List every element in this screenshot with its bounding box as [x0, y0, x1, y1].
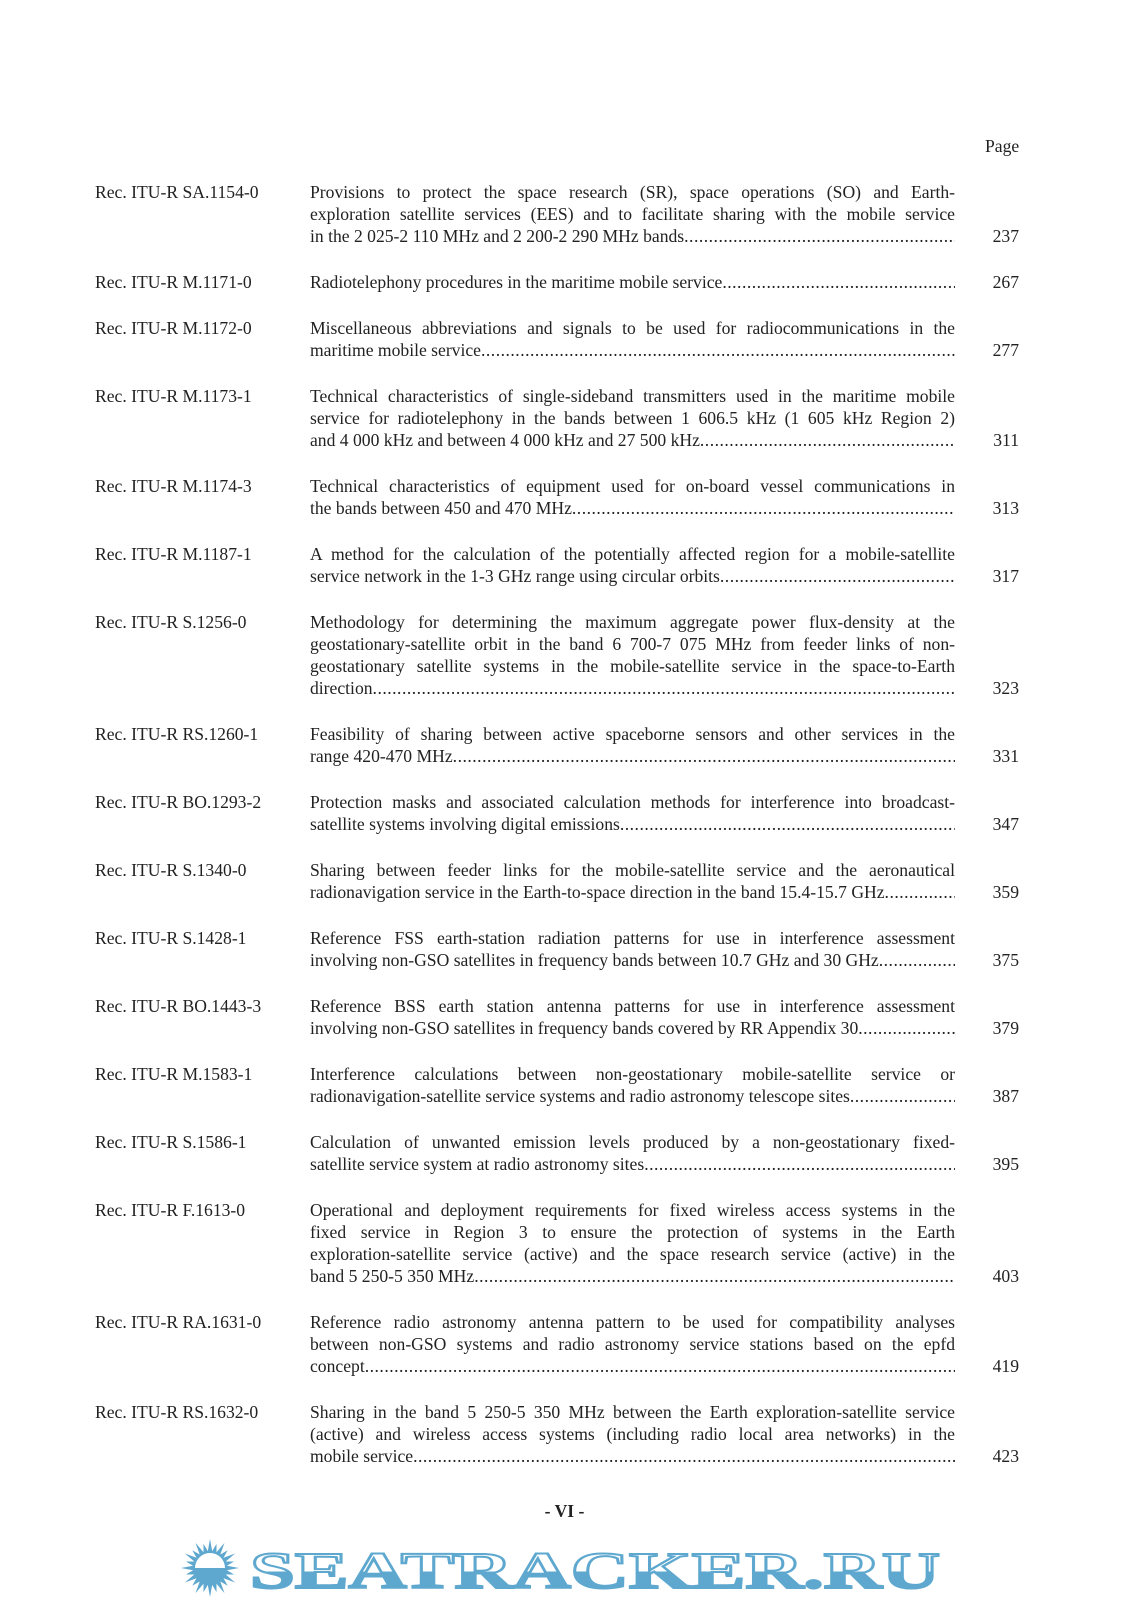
toc-entry — [95, 1199, 1019, 1287]
title-line: involving non-GSO satellites in frequency bands between 10.7 GHz and 30 GHz — [310, 950, 879, 970]
page-number-ref: 375 — [992, 950, 1019, 970]
toc-entry — [95, 543, 1019, 587]
page-number: - VI - — [544, 1501, 585, 1521]
toc-entry — [95, 927, 1019, 971]
title-line: the bands between 450 and 470 MHz — [310, 498, 572, 518]
dot-leader — [684, 225, 955, 247]
recommendation-title — [310, 611, 955, 699]
page-number-ref: 277 — [992, 340, 1019, 360]
title-line: Miscellaneous abbreviations and signals to be used for radiocommunications in the — [310, 318, 955, 338]
toc-entry — [95, 1311, 1019, 1377]
recommendation-ref: Rec. ITU-R M.1171-0 — [95, 272, 252, 292]
toc-entry — [95, 271, 1019, 293]
recommendation-title — [310, 385, 955, 451]
page-number-ref: 237 — [992, 226, 1019, 246]
dot-leader — [879, 949, 955, 971]
title-line: maritime mobile service — [310, 340, 481, 360]
recommendation-title — [310, 1199, 955, 1287]
page-number-ref: 313 — [992, 498, 1019, 518]
recommendation-title — [310, 995, 955, 1039]
title-line: satellite systems involving digital emissions — [310, 814, 620, 834]
title-line: Radiotelephony procedures in the maritime mobile service — [310, 272, 723, 292]
dot-leader — [572, 497, 955, 519]
title-line: direction — [310, 678, 373, 698]
toc-entry — [95, 1063, 1019, 1107]
recommendation-ref: Rec. ITU-R M.1583-1 — [95, 1064, 253, 1084]
title-line: (active) and wireless access systems (including radio local area networks) in the — [310, 1424, 955, 1444]
title-line: Protection masks and associated calculation methods for interference into broadcast- — [310, 792, 955, 812]
title-line: and 4 000 kHz and between 4 000 kHz and 27 500 kHz — [310, 430, 700, 450]
recommendation-ref: Rec. ITU-R M.1187-1 — [95, 544, 252, 564]
title-line: concept — [310, 1356, 365, 1376]
title-line: Reference radio astronomy antenna pattern to be used for compatibility analyses — [310, 1312, 955, 1332]
toc-entry — [95, 611, 1019, 699]
dot-leader — [722, 271, 955, 293]
recommendation-title — [310, 271, 955, 293]
recommendation-title — [310, 1063, 955, 1107]
title-line: satellite service system at radio astronomy sites — [310, 1154, 645, 1174]
title-line: range 420-470 MHz — [310, 746, 453, 766]
title-line: Provisions to protect the space research (SR), space operations (SO) and Earth- — [310, 182, 955, 202]
dot-leader — [620, 813, 955, 835]
title-line: Sharing between feeder links for the mobile-satellite service and the aeronautical — [310, 860, 955, 880]
recommendation-ref: Rec. ITU-R SA.1154-0 — [95, 182, 259, 202]
recommendation-title — [310, 181, 955, 247]
toc-entry — [95, 1401, 1019, 1467]
dot-leader — [700, 429, 955, 451]
page-number-ref: 379 — [992, 1018, 1019, 1038]
page-number-ref: 347 — [992, 814, 1019, 834]
title-line: Interference calculations between non-geostationary mobile-satellite service or — [310, 1064, 955, 1084]
recommendation-ref: Rec. ITU-R S.1428-1 — [95, 928, 247, 948]
page-number-ref: 317 — [992, 566, 1019, 586]
title-line: service for radiotelephony in the bands between 1 606.5 kHz (1 605 kHz Region 2) — [310, 408, 955, 428]
title-line: Methodology for determining the maximum aggregate power flux-density at the — [310, 612, 955, 632]
title-line: exploration-satellite service (active) and the space research service (active) in the — [310, 1244, 955, 1264]
page-column-header: Page — [985, 136, 1020, 156]
recommendation-ref: Rec. ITU-R M.1174-3 — [95, 476, 252, 496]
title-line: Technical characteristics of equipment used for on-board vessel communications in — [310, 476, 955, 496]
dot-leader — [373, 677, 955, 699]
title-line: service network in the 1-3 GHz range using circular orbits — [310, 566, 720, 586]
title-line: Operational and deployment requirements for fixed wireless access systems in the — [310, 1200, 955, 1220]
recommendation-title — [310, 791, 955, 835]
dot-leader — [858, 1017, 955, 1039]
recommendation-ref: Rec. ITU-R BO.1443-3 — [95, 996, 262, 1016]
title-line: geostationary satellite systems in the mobile-satellite service in the space-to-Earth — [310, 656, 955, 676]
recommendation-title — [310, 1311, 955, 1377]
dot-leader — [720, 565, 955, 587]
toc-entry — [95, 995, 1019, 1039]
page-number-ref: 403 — [992, 1266, 1019, 1286]
recommendation-ref: Rec. ITU-R S.1586-1 — [95, 1132, 247, 1152]
title-line: involving non-GSO satellites in frequency bands covered by RR Appendix 30 — [310, 1018, 859, 1038]
title-line: Sharing in the band 5 250-5 350 MHz between the Earth exploration-satellite service — [310, 1402, 955, 1422]
title-line: Feasibility of sharing between active spaceborne sensors and other services in the — [310, 724, 955, 744]
toc-entry — [95, 1131, 1019, 1175]
page-number-ref: 359 — [992, 882, 1019, 902]
page-number-ref: 331 — [992, 746, 1019, 766]
page-number-ref: 419 — [992, 1356, 1019, 1376]
toc-entry — [95, 181, 1019, 247]
toc-entry — [95, 317, 1019, 361]
title-line: in the 2 025-2 110 MHz and 2 200-2 290 MHz bands — [310, 226, 685, 246]
recommendation-ref: Rec. ITU-R BO.1293-2 — [95, 792, 262, 812]
title-line: Calculation of unwanted emission levels produced by a non-geostationary fixed- — [310, 1132, 955, 1152]
title-line: radionavigation service in the Earth-to-space direction in the band 15.4-15.7 GHz — [310, 882, 885, 902]
dot-leader — [474, 1265, 955, 1287]
recommendation-title — [310, 317, 955, 361]
page-number-ref: 323 — [992, 678, 1019, 698]
recommendation-ref: Rec. ITU-R F.1613-0 — [95, 1200, 246, 1220]
recommendation-ref: Rec. ITU-R S.1256-0 — [95, 612, 247, 632]
sun-icon — [181, 1539, 239, 1597]
title-line: Reference BSS earth station antenna patterns for use in interference assessment — [310, 996, 955, 1016]
recommendation-ref: Rec. ITU-R RS.1260-1 — [95, 724, 259, 744]
recommendation-ref: Rec. ITU-R S.1340-0 — [95, 860, 247, 880]
recommendation-title — [310, 1131, 955, 1175]
watermark-logo — [180, 1538, 950, 1598]
recommendation-ref: Rec. ITU-R M.1172-0 — [95, 318, 252, 338]
toc-entry — [95, 475, 1019, 519]
title-line: between non-GSO systems and radio astronomy service stations based on the epfd — [310, 1334, 955, 1354]
page-number-ref: 423 — [992, 1446, 1019, 1466]
title-line: radionavigation-satellite service systems and radio astronomy telescope sites — [310, 1086, 850, 1106]
recommendation-title — [310, 543, 955, 587]
title-line: mobile service — [310, 1446, 414, 1466]
recommendation-title — [310, 723, 955, 767]
recommendation-title — [310, 475, 955, 519]
dot-leader — [413, 1445, 955, 1467]
toc-entry — [95, 859, 1019, 903]
title-line: Technical characteristics of single-sideband transmitters used in the maritime mobile — [310, 386, 955, 406]
title-line: fixed service in Region 3 to ensure the protection of systems in the Earth — [310, 1222, 955, 1242]
title-line: Reference FSS earth-station radiation patterns for use in interference assessment — [310, 928, 955, 948]
page-number-ref: 267 — [992, 272, 1019, 292]
recommendation-title — [310, 859, 955, 903]
dot-leader — [365, 1355, 955, 1377]
toc-entry — [95, 791, 1019, 835]
page-number-ref: 395 — [992, 1154, 1019, 1174]
recommendation-ref: Rec. ITU-R RS.1632-0 — [95, 1402, 259, 1422]
dot-leader — [481, 339, 955, 361]
page-number-ref: 387 — [992, 1086, 1019, 1106]
recommendation-ref: Rec. ITU-R M.1173-1 — [95, 386, 252, 406]
title-line: geostationary-satellite orbit in the band 6 700-7 075 MHz from feeder links of non- — [310, 634, 955, 654]
dot-leader — [885, 881, 955, 903]
dot-leader — [453, 745, 955, 767]
title-line: exploration satellite services (EES) and to facilitate sharing with the mobile service — [310, 204, 955, 224]
dot-leader — [850, 1085, 955, 1107]
toc-entry — [95, 385, 1019, 451]
page-number-ref: 311 — [993, 430, 1019, 450]
title-line: band 5 250-5 350 MHz — [310, 1266, 475, 1286]
recommendation-title — [310, 1401, 955, 1467]
toc-entry — [95, 723, 1019, 767]
title-line: A method for the calculation of the potentially affected region for a mobile-satellite — [310, 544, 955, 564]
table-of-contents — [95, 181, 1019, 1491]
dot-leader — [644, 1153, 955, 1175]
recommendation-ref: Rec. ITU-R RA.1631-0 — [95, 1312, 262, 1332]
recommendation-title — [310, 927, 955, 971]
watermark-text: SEATRACKER.RU — [250, 1543, 940, 1598]
